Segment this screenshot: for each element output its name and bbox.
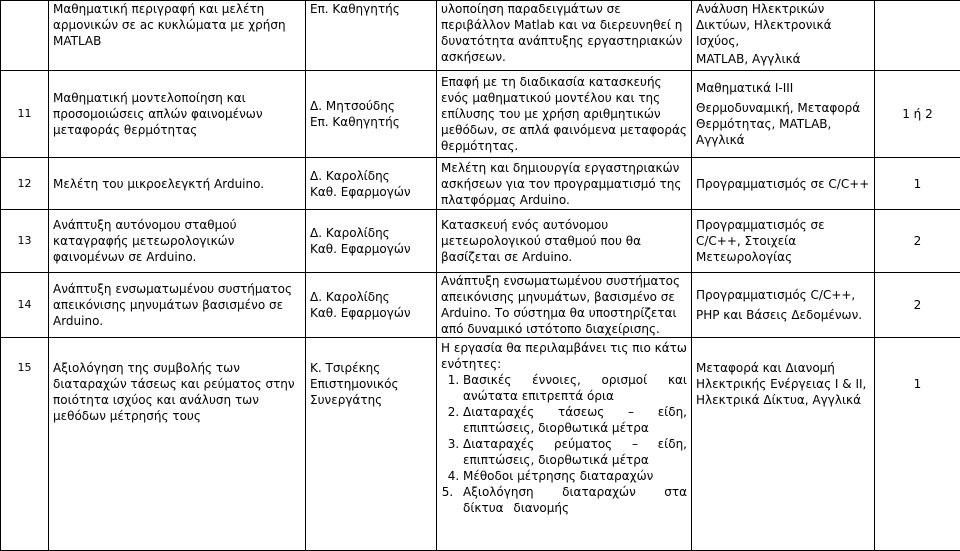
prerequisites-line: Θερμοδυναμική, Μεταφορά Θερμότητας, MATLAB, Αγγλικά bbox=[696, 100, 870, 148]
description: Ανάπτυξη ενσωματωμένου συστήματος απεικόνισης μηνυμάτων, βασισμένο σε Arduino. Το σύστημα θα υποστηρίζεται από δυναμικό ιστότοπο διαχείρισης. bbox=[437, 273, 692, 338]
table-row bbox=[1, 71, 960, 158]
description: Μελέτη και δημιουργία εργαστηριακών ασκήσεων για τον προγραμματισμό της πλατφόρμας Arduino. bbox=[437, 158, 692, 210]
prerequisites-line: Προγραμματισμός σε C/C++ bbox=[696, 176, 870, 192]
students-count: 1 ή 2 bbox=[875, 71, 960, 158]
supervisor bbox=[306, 338, 437, 551]
students-count: 1 bbox=[875, 158, 960, 210]
prerequisites-line: Προγραμματισμός C/C++, bbox=[696, 287, 870, 303]
prerequisites bbox=[692, 71, 875, 158]
prerequisites bbox=[692, 210, 875, 273]
table-row bbox=[1, 210, 960, 273]
students-count: 2 bbox=[875, 210, 960, 273]
supervisor-name: Επ. Καθηγητής bbox=[310, 1, 432, 17]
supervisor-name: Δ. Καρολίδης bbox=[310, 225, 432, 241]
topic-title: Μαθηματική περιγραφή και μελέτη αρμονικών σε ac κυκλώματα με χρήση MATLAB bbox=[49, 1, 306, 71]
description bbox=[437, 338, 692, 551]
prerequisites-line: Ανάλυση Ηλεκτρικών Δικτύων, Ηλεκτρονικά Ισχύος, bbox=[696, 1, 870, 49]
prerequisites-line: Προγραμματισμός σε C/C++, Στοιχεία Μετεωρολογίας bbox=[696, 217, 870, 265]
supervisor-name: Δ. Καρολίδης bbox=[310, 168, 432, 184]
topic-title: Μαθηματική μοντελοποίηση και προσομοιώσεις απλών φαινομένων μεταφοράς θερμότητας bbox=[49, 71, 306, 158]
prerequisites bbox=[692, 273, 875, 338]
supervisor bbox=[306, 71, 437, 158]
topic-title: Αξιολόγηση της συμβολής των διαταραχών τάσεως και ρεύματος στην ποιότητα ισχύος και ανάλυση των μεθόδων μέτρησής τους bbox=[49, 338, 306, 551]
description: Επαφή με τη διαδικασία κατασκευής ενός μαθηματικού μοντέλου και της επίλυσης του με χρήση αριθμητικών μεθόδων, σε απλά φαινόμενα μεταφοράς θερμότητας. bbox=[437, 71, 692, 158]
prerequisites bbox=[692, 338, 875, 551]
row-number: 11 bbox=[1, 71, 49, 158]
description-intro: Η εργασία θα περιλαμβάνει τις πιο κάτω ενότητες: bbox=[441, 340, 687, 372]
row-number: 15 bbox=[1, 338, 49, 551]
students-count: 2 bbox=[875, 273, 960, 338]
row-number: 12 bbox=[1, 158, 49, 210]
students-count: 1 bbox=[875, 338, 960, 551]
list-item: 4. Μέθοδοι μέτρησης διαταραχών bbox=[463, 468, 687, 484]
topic-title: Μελέτη του μικροελεγκτή Arduino. bbox=[49, 158, 306, 210]
topic-title: Ανάπτυξη ενσωματωμένου συστήματος απεικόνισης μηνυμάτων βασισμένο σε Arduino. bbox=[49, 273, 306, 338]
supervisor-role: Επιστημονικός Συνεργάτης bbox=[310, 376, 432, 408]
row-number: 13 bbox=[1, 210, 49, 273]
table-row bbox=[1, 158, 960, 210]
supervisor-name: Δ. Μητσούδης bbox=[310, 98, 432, 114]
supervisor-role: Καθ. Εφαρμογών bbox=[310, 184, 432, 200]
table-row bbox=[1, 338, 960, 551]
prerequisites-line: PHP και Βάσεις Δεδομένων. bbox=[696, 307, 870, 323]
supervisor bbox=[306, 210, 437, 273]
description: Κατασκευή ενός αυτόνομου μετεωρολογικού σταθμού που θα βασίζεται σε Arduino. bbox=[437, 210, 692, 273]
prerequisites-line: MATLAB, Αγγλικά bbox=[696, 51, 870, 67]
supervisor-name: Δ. Καρολίδης bbox=[310, 289, 432, 305]
supervisor-name: Κ. Τσιρέκης bbox=[310, 360, 432, 376]
row-number: 14 bbox=[1, 273, 49, 338]
supervisor-role: Καθ. Εφαρμογών bbox=[310, 305, 432, 321]
students-count bbox=[875, 1, 960, 71]
list-item: 3. Διαταραχές ρεύματος – είδη, επιπτώσεις, διορθωτικά μέτρα bbox=[463, 436, 687, 468]
topic-title: Ανάπτυξη αυτόνομου σταθμού καταγραφής μετεωρολογικών φαινομένων σε Arduino. bbox=[49, 210, 306, 273]
list-item: 1. Βασικές έννοιες, ορισμοί και ανώτατα επιτρεπτά όρια bbox=[463, 372, 687, 404]
list-item: 5. Αξιολόγηση διαταραχών στα δίκτυα διανομής bbox=[463, 484, 687, 516]
row-number bbox=[1, 1, 49, 71]
supervisor bbox=[306, 273, 437, 338]
supervisor bbox=[306, 158, 437, 210]
supervisor bbox=[306, 1, 437, 71]
supervisor-role: Επ. Καθηγητής bbox=[310, 114, 432, 130]
list-item: 2. Διαταραχές τάσεως – είδη, επιπτώσεις, διορθωτικά μέτρα bbox=[463, 404, 687, 436]
prerequisites bbox=[692, 158, 875, 210]
prerequisites bbox=[692, 1, 875, 71]
description: υλοποίηση παραδειγμάτων σε περιβάλλον Matlab και να διερευνηθεί η δυνατότητα ανάπτυξης εργαστηριακών ασκήσεων. bbox=[437, 1, 692, 71]
table-row bbox=[1, 1, 960, 71]
topics-list bbox=[441, 372, 687, 516]
supervisor-role: Καθ. Εφαρμογών bbox=[310, 241, 432, 257]
prerequisites-line: Μαθηματικά Ι-ΙΙΙ bbox=[696, 80, 870, 96]
prerequisites-line: Μεταφορά και Διανομή Ηλεκτρικής Ενέργειας Ι & ΙΙ, Ηλεκτρικά Δίκτυα, Αγγλικά bbox=[696, 360, 870, 408]
table-row bbox=[1, 273, 960, 338]
